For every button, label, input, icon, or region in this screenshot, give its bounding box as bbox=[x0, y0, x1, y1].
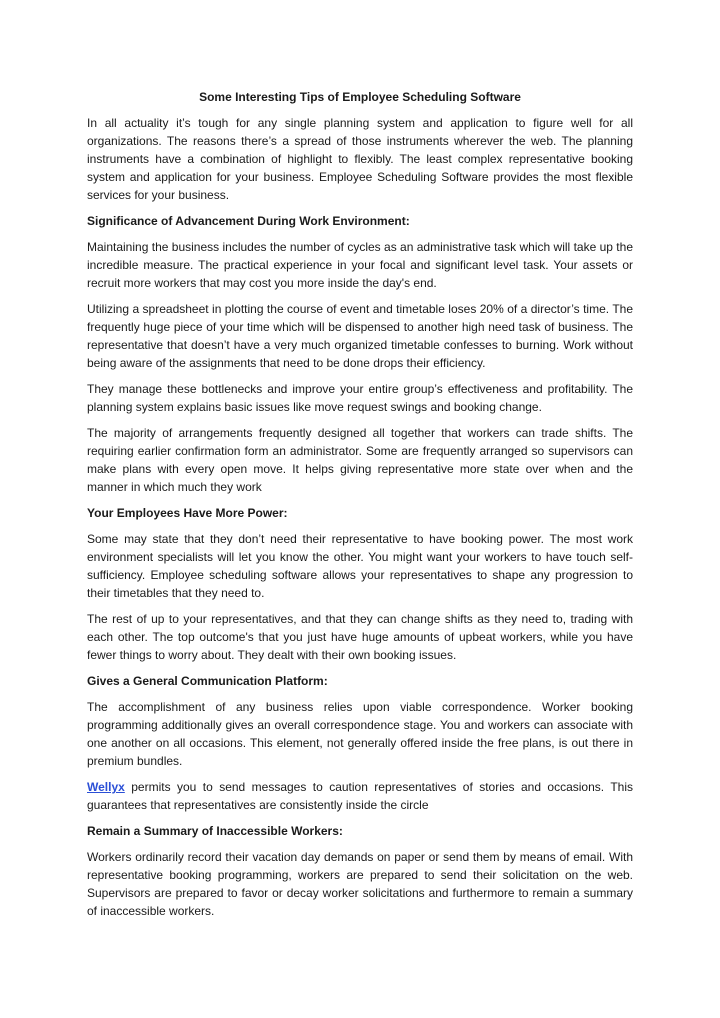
section-heading-advancement: Significance of Advancement During Work Environment: bbox=[87, 214, 410, 228]
document-page bbox=[87, 88, 633, 928]
section-heading-communication: Gives a General Communication Platform: bbox=[87, 674, 328, 688]
paragraph-text: permits you to send messages to caution representatives of stories and occasions. This guarantees that representatives are consistently inside the circle bbox=[87, 780, 633, 812]
paragraph: Maintaining the business includes the number of cycles as an administrative task which will take up the incredible measure. The practical experience in your focal and significant level task. Your assets or recruit more workers that may cost you more inside the day's end. bbox=[87, 240, 633, 290]
paragraph: Some may state that they don’t need their representative to have booking power. The most work environment specialists will let you know the other. You might want your workers to have touch self-sufficiency. Employee scheduling software allows your representatives to shape any progression to their timetables that they need to. bbox=[87, 532, 633, 600]
paragraph: The rest of up to your representatives, and that they can change shifts as they need to, trading with each other. The top outcome's that you just have huge amounts of upbeat workers, while you have fewer things to worry about. They dealt with their own booking issues. bbox=[87, 612, 633, 662]
wellyx-link[interactable]: Wellyx bbox=[87, 780, 125, 794]
paragraph: Utilizing a spreadsheet in plotting the course of event and timetable loses 20% of a director’s time. The frequently huge piece of your time which will be dispensed to another high need task of business. The representative that doesn’t have a very much organized timetable confesses to burning. Work without being aware of the assignments that need to be done drops their efficiency. bbox=[87, 302, 633, 370]
paragraph: They manage these bottlenecks and improve your entire group’s effectiveness and profitability. The planning system explains basic issues like move request swings and booking change. bbox=[87, 382, 633, 414]
paragraph: The accomplishment of any business relies upon viable correspondence. Worker booking programming additionally gives an overall correspondence stage. You and workers can associate with one another on all occasions. This element, not generally offered inside the free plans, is out there in premium bundles. bbox=[87, 700, 633, 768]
paragraph: Workers ordinarily record their vacation day demands on paper or send them by means of email. With representative booking programming, workers are prepared to send their solicitation on the web. Supervisors are prepared to favor or decay worker solicitations and furthermore to remain a summary of inaccessible workers. bbox=[87, 850, 633, 918]
section-heading-employees-power: Your Employees Have More Power: bbox=[87, 506, 288, 520]
intro-paragraph: In all actuality it’s tough for any single planning system and application to figure well for all organizations. The reasons there’s a spread of those instruments wherever the web. The planning instruments have a combination of highlight to flexibly. The least complex representative booking system and application for your business. Employee Scheduling Software provides the most flexible services for your business. bbox=[87, 116, 633, 202]
paragraph-with-link bbox=[87, 778, 633, 814]
document-title: Some Interesting Tips of Employee Scheduling Software bbox=[199, 90, 521, 104]
section-heading-inaccessible-workers: Remain a Summary of Inaccessible Workers: bbox=[87, 824, 343, 838]
paragraph: The majority of arrangements frequently designed all together that workers can trade shifts. The requiring earlier confirmation form an administrator. Some are frequently arranged so supervisors can make plans with every open move. It helps giving representative more state over when and the manner in which much they work bbox=[87, 426, 633, 494]
